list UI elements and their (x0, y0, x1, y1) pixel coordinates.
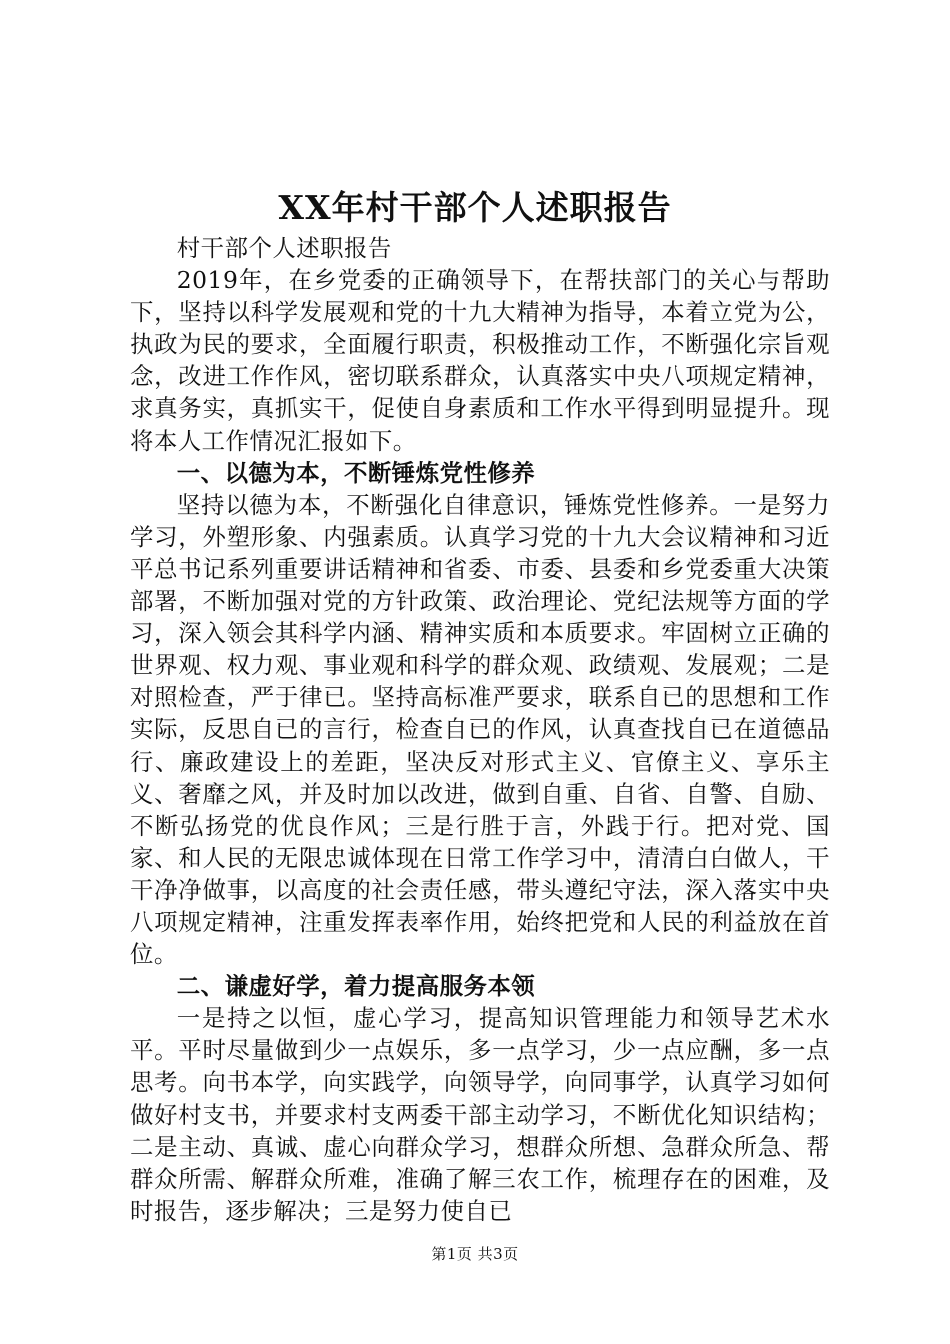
intro-paragraph: 2019年，在乡党委的正确领导下，在帮扶部门的关心与帮助下，坚持以科学发展观和党的十九大精神为指导，本着立党为公，执政为民的要求，全面履行职责，积极推动工作，不断强化宗旨观念，改进工作作风，密切联系群众，认真落实中央八项规定精神，求真务实，真抓实干，促使自身素质和工作水平得到明显提升。现将本人工作情况汇报如下。 (130, 266, 830, 455)
page-footer (0, 1244, 950, 1264)
section-1-heading: 一、以德为本，不断锤炼党性修养 (176, 458, 536, 487)
section-2-paragraph: 一是持之以恒，虚心学习，提高知识管理能力和领导艺术水平。平时尽量做到少一点娱乐，多一点学习，少一点应酬，多一点思考。向书本学，向实践学，向领导学，向同事学，认真学习如何做好村支书，并要求村支两委干部主动学习，不断优化知识结构；二是主动、真诚、虚心向群众学习，想群众所想、急群众所急、帮群众所需、解群众所难，准确了解三农工作，梳理存在的困难，及时报告，逐步解决；三是努力使自已 (130, 1004, 830, 1225)
document-title: XX年村干部个人述职报告 (278, 188, 672, 227)
subtitle-paragraph: 村干部个人述职报告 (176, 234, 392, 262)
page-indicator: 第1页 共3页 (431, 1245, 519, 1263)
section-1-paragraph: 坚持以德为本，不断强化自律意识，锤炼党性修养。一是努力学习，外塑形象、内强素质。认真学习党的十九大会议精神和习近平总书记系列重要讲话精神和省委、市委、县委和乡党委重大决策部署，不断加强对党的方针政策、政治理论、党纪法规等方面的学习，深入领会其科学内涵、精神实质和本质要求。牢固树立正确的世界观、权力观、事业观和科学的群众观、政绩观、发展观；二是对照检查，严于律已。坚持高标准严要求，联系自已的思想和工作实际，反思自已的言行，检查自已的作风，认真查找自已在道德品行、廉政建设上的差距，坚决反对形式主义、官僚主义、享乐主义、奢靡之风，并及时加以改进，做到自重、自省、自警、自励、不断弘扬党的优良作风；三是行胜于言，外践于行。把对党、国家、和人民的无限忠诚体现在日常工作学习中，清清白白做人，干干净净做事，以高度的社会责任感，带头遵纪守法，深入落实中央八项规定精神，注重发挥表率作用，始终把党和人民的利益放在首位。 (130, 490, 830, 969)
document-body (130, 232, 830, 1227)
section-2-heading: 二、谦虚好学，着力提高服务本领 (176, 972, 536, 1001)
